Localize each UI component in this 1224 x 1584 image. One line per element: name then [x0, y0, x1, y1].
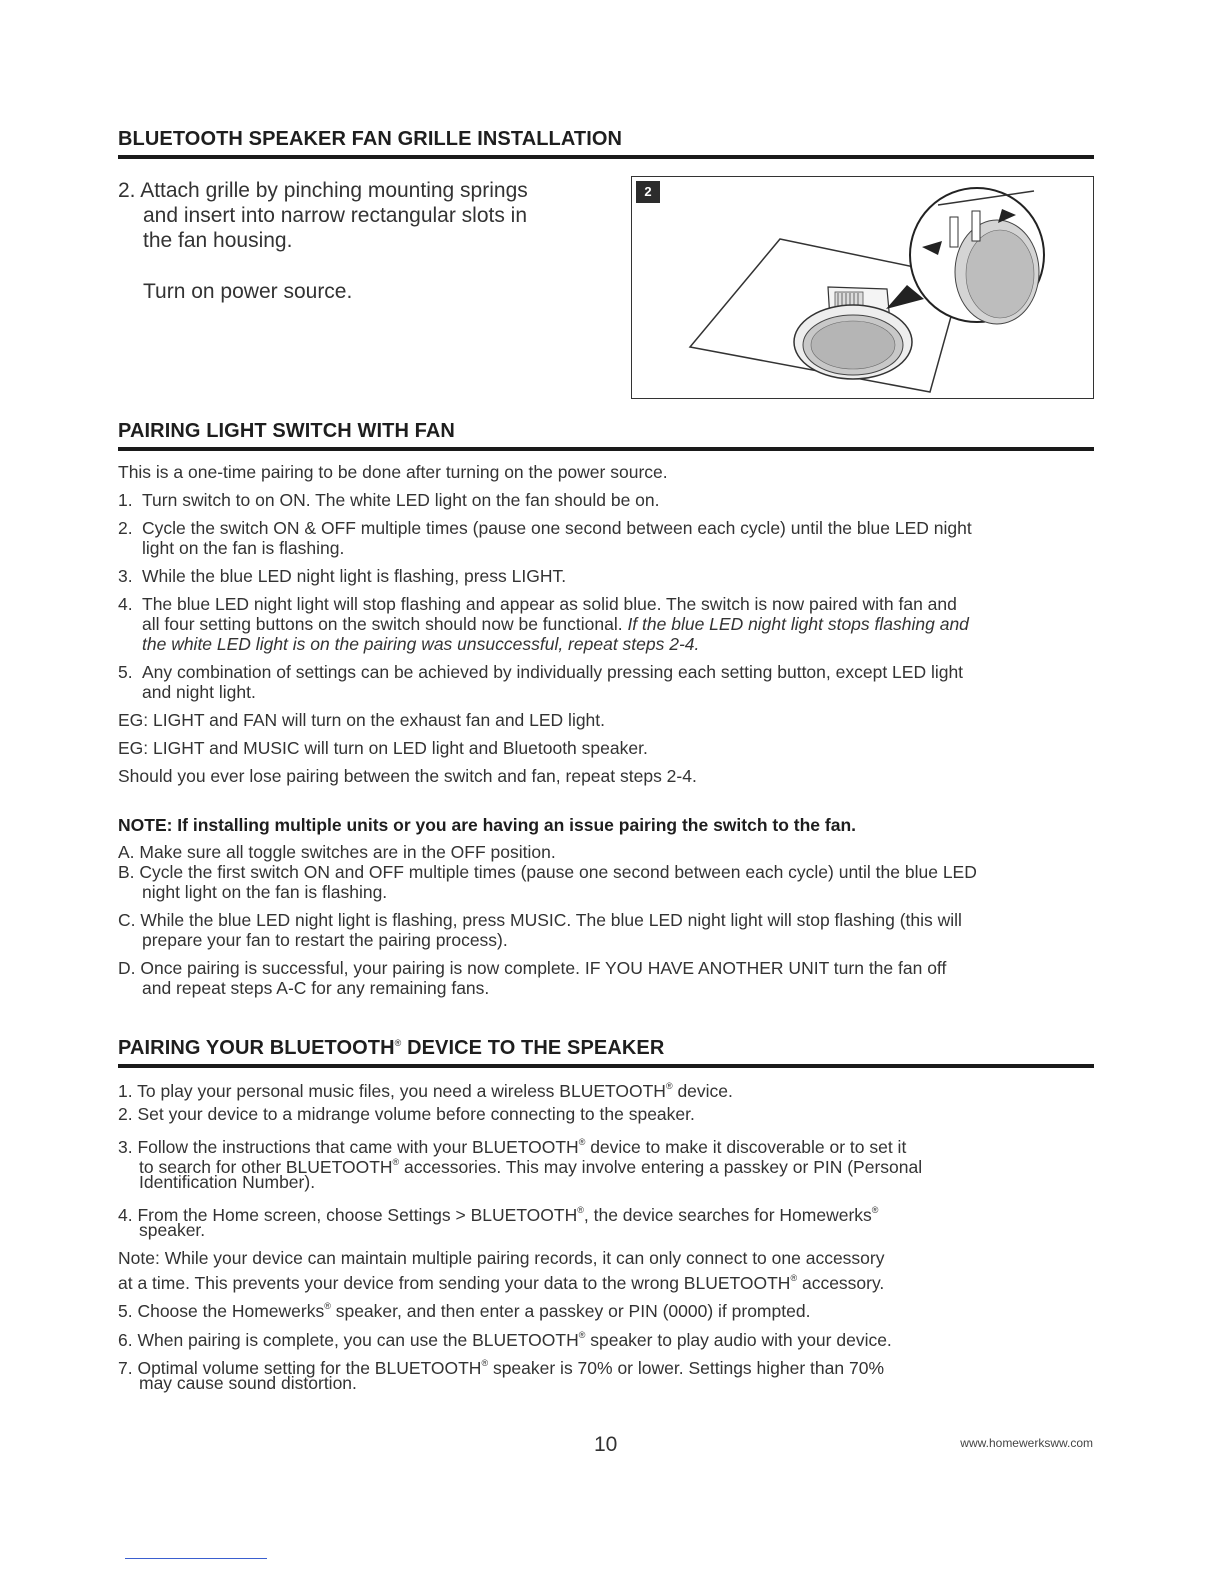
example-light-fan: EG: LIGHT and FAN will turn on the exhaust fan and LED light.: [118, 710, 606, 730]
note-step-d: D. Once pairing is successful, your pairing is now complete. IF YOU HAVE ANOTHER UNIT turn the fan off: [118, 958, 947, 978]
section-title-pairing-bluetooth: PAIRING YOUR BLUETOOTH® DEVICE TO THE SPEAKER: [118, 1037, 1094, 1068]
bluetooth-note: Note: While your device can maintain multiple pairing records, it can only connect to one accessory: [118, 1248, 885, 1268]
page-number: 10: [594, 1433, 618, 1456]
list-item: 7. Optimal volume setting for the BLUETOOTH® speaker is 70% or lower. Settings higher than 70%: [118, 1358, 884, 1378]
step-2-attach-grille: 2. Attach grille by pinching mounting springs and insert into narrow rectangular slots in the fan housing. Turn on power source.: [118, 179, 528, 303]
list-item: 2. Cycle the switch ON & OFF multiple times (pause one second between each cycle) until the blue LED night: [118, 518, 972, 538]
speaker-grille: [794, 305, 912, 379]
list-item: 1. Turn switch to on ON. The white LED light on the fan should be on.: [118, 490, 660, 510]
list-item: 6. When pairing is complete, you can use the BLUETOOTH® speaker to play audio with your device.: [118, 1330, 892, 1350]
figure-number-badge: 2: [636, 181, 660, 203]
list-item: 4. The blue LED night light will stop flashing and appear as solid blue. The switch is now paired with fan and: [118, 594, 957, 614]
section-title-pairing-light-switch: PAIRING LIGHT SWITCH WITH FAN: [118, 420, 1094, 451]
section-title-grille-installation: BLUETOOTH SPEAKER FAN GRILLE INSTALLATION: [118, 128, 1094, 159]
bottom-divider: [125, 1558, 267, 1559]
list-item: 5. Any combination of settings can be achieved by individually pressing each setting button, except LED light: [118, 662, 964, 682]
note-heading: NOTE: If installing multiple units or you are having an issue pairing the switch to the fan.: [118, 815, 856, 835]
list-item: 3. While the blue LED night light is flashing, press LIGHT.: [118, 566, 567, 586]
lose-pairing-text: Should you ever lose pairing between the switch and fan, repeat steps 2-4.: [118, 766, 697, 786]
note-step-b: B. Cycle the first switch ON and OFF multiple times (pause one second between each cycle) until the blue LED: [118, 862, 977, 882]
note-step-c: C. While the blue LED night light is flashing, press MUSIC. The blue LED night light will stop flashing (this will: [118, 910, 962, 930]
example-light-music: EG: LIGHT and MUSIC will turn on LED light and Bluetooth speaker.: [118, 738, 648, 758]
list-item: 1. To play your personal music files, you need a wireless BLUETOOTH® device.: [118, 1081, 733, 1101]
power-instruction: Turn on power source.: [143, 280, 353, 303]
list-item: 2. Set your device to a midrange volume before connecting to the speaker.: [118, 1104, 695, 1124]
detail-magnifier: [910, 188, 1044, 324]
list-item: 3. Follow the instructions that came with your BLUETOOTH® device to make it discoverable or to set it: [118, 1137, 907, 1157]
grille-installation-figure: [631, 176, 1094, 399]
note-step-a: A. Make sure all toggle switches are in the OFF position.: [118, 842, 556, 862]
pairing-intro: This is a one-time pairing to be done after turning on the power source.: [118, 462, 668, 482]
website-link: www.homewerksww.com: [960, 1436, 1093, 1450]
grille-illustration: [632, 177, 1093, 398]
list-item: 5. Choose the Homewerks® speaker, and then enter a passkey or PIN (0000) if prompted.: [118, 1301, 811, 1321]
list-item: 4. From the Home screen, choose Settings > BLUETOOTH®, the device searches for Homewerks®: [118, 1205, 879, 1225]
